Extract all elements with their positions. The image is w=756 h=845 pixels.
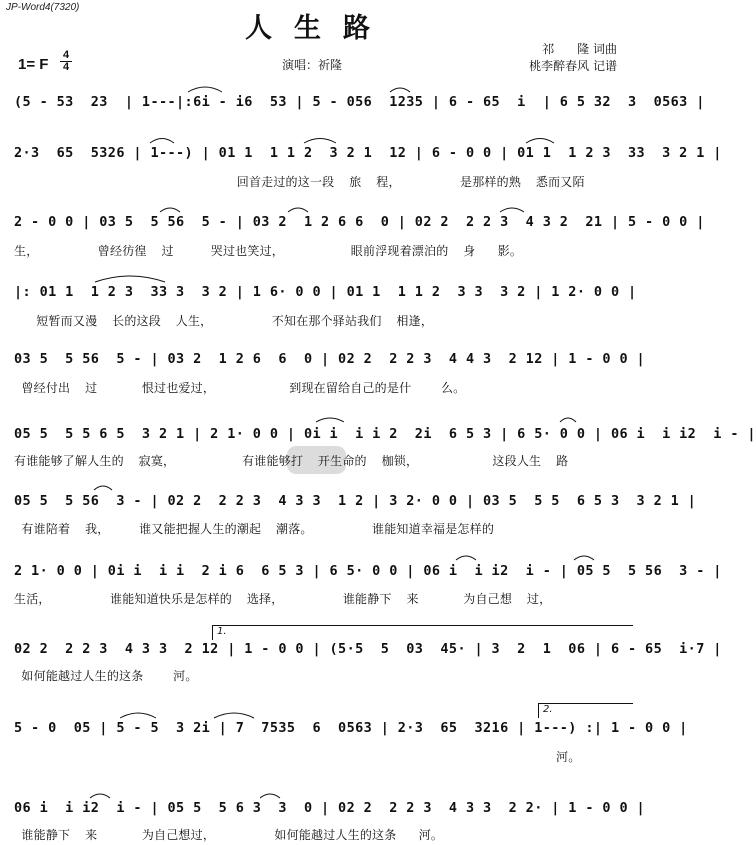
lyrics-line: 有谁陪着 我， 谁又能把握人生的潮起 潮落。 谁能知道幸福是怎样的 — [14, 522, 495, 536]
notation-line: 2 1· 0 0 | 0i i i i 2 i 6 6 5 3 | 6 5· 0 0 | 06 i i i2 i - | 05 5 5 56 3 - | — [14, 563, 722, 579]
notation-line: 02 2 2 2 3 4 3 3 2 12 | 1 - 0 0 | (5·5 5 03 45· | 3 2 1 06 | 6 - 65 i·7 | — [14, 641, 722, 657]
lyricist-composer-credit: 祁 隆 词曲 — [542, 42, 617, 56]
lyrics-line: 河。 — [14, 750, 581, 764]
lyrics-line: 生活， 谁能知道快乐是怎样的 选择， 谁能静下 来 为自己想 过， — [14, 592, 552, 606]
lyrics-line: 有谁能够了解人生的 寂寞， 有谁能够打 开生命的 枷锁， 这段人生 路 — [14, 454, 569, 468]
notation-line: 2·3 65 5326 | 1---) | 01 1 1 1 2 3 2 1 12 | 6 - 0 0 | 01 1 1 2 3 33 3 2 1 | — [14, 145, 722, 161]
notation-line: 03 5 5 56 5 - | 03 2 1 2 6 6 0 | 02 2 2 2 3 4 4 3 2 12 | 1 - 0 0 | — [14, 351, 646, 367]
lyrics-line: 曾经付出 过 恨过也爱过， 到现在留给自己的是什 么。 — [14, 381, 466, 395]
song-title: 人生路 — [245, 13, 392, 44]
first-ending-label: 1. — [217, 626, 227, 637]
singer-credit: 演唱：祈隆 — [282, 58, 343, 72]
time-signature-bottom: 4 — [62, 61, 70, 73]
lyrics-line: 生， 曾经彷徨 过 哭过也笑过， 眼前浮现着漂泊的 身 影。 — [14, 244, 523, 258]
notation-line: 06 i i i2 i - | 05 5 5 6 3 3 0 | 02 2 2 2 3 4 3 3 2 2· | 1 - 0 0 | — [14, 800, 646, 816]
notation-line: 5 - 0 05 | 5 - 5 3 2i | 7 7535 6 0563 | 2·3 65 3216 | 1---) :| 1 - 0 0 | — [14, 720, 688, 736]
document-tag: JP-Word4(7320) — [6, 2, 80, 13]
notation-line: 05 5 5 5 6 5 3 2 1 | 2 1· 0 0 | 0i i i i 2 2i 6 5 3 | 6 5· 0 0 | 06 i i i2 i - | — [14, 426, 756, 442]
second-ending-label: 2. — [543, 704, 553, 715]
lyrics-line: 如何能越过人生的这条 河。 — [14, 669, 198, 683]
key-signature: 1= F — [18, 56, 49, 73]
lyrics-line: 短暂而又漫 长的这段 人生， 不知在那个驿站我们 相逢， — [14, 314, 434, 328]
lyrics-line: 回首走过的这一段 旅 程， 是那样的熟 悉而又陌 — [14, 175, 585, 189]
notation-line: 2 - 0 0 | 03 5 5 56 5 - | 03 2 1 2 6 6 0 | 02 2 2 2 3 4 3 2 21 | 5 - 0 0 | — [14, 214, 705, 230]
time-signature-top: 4 — [60, 50, 72, 62]
notation-line: (5 - 53 23 | 1---|:6i - i6 53 | 5 - 056 1235 | 6 - 65 i | 6 5 32 3 0563 | — [14, 94, 705, 110]
notation-line: |: 01 1 1 2 3 33 3 3 2 | 1 6· 0 0 | 01 1 1 1 2 3 3 3 2 | 1 2· 0 0 | — [14, 284, 637, 300]
notation-line: 05 5 5 56 3 - | 02 2 2 2 3 4 3 3 1 2 | 3 2· 0 0 | 03 5 5 5 6 5 3 3 2 1 | — [14, 493, 697, 509]
lyrics-line: 谁能静下 来 为自己想过， 如何能越过人生的这条 河。 — [14, 828, 444, 842]
transcriber-credit: 桃李醉春风 记谱 — [529, 59, 617, 73]
